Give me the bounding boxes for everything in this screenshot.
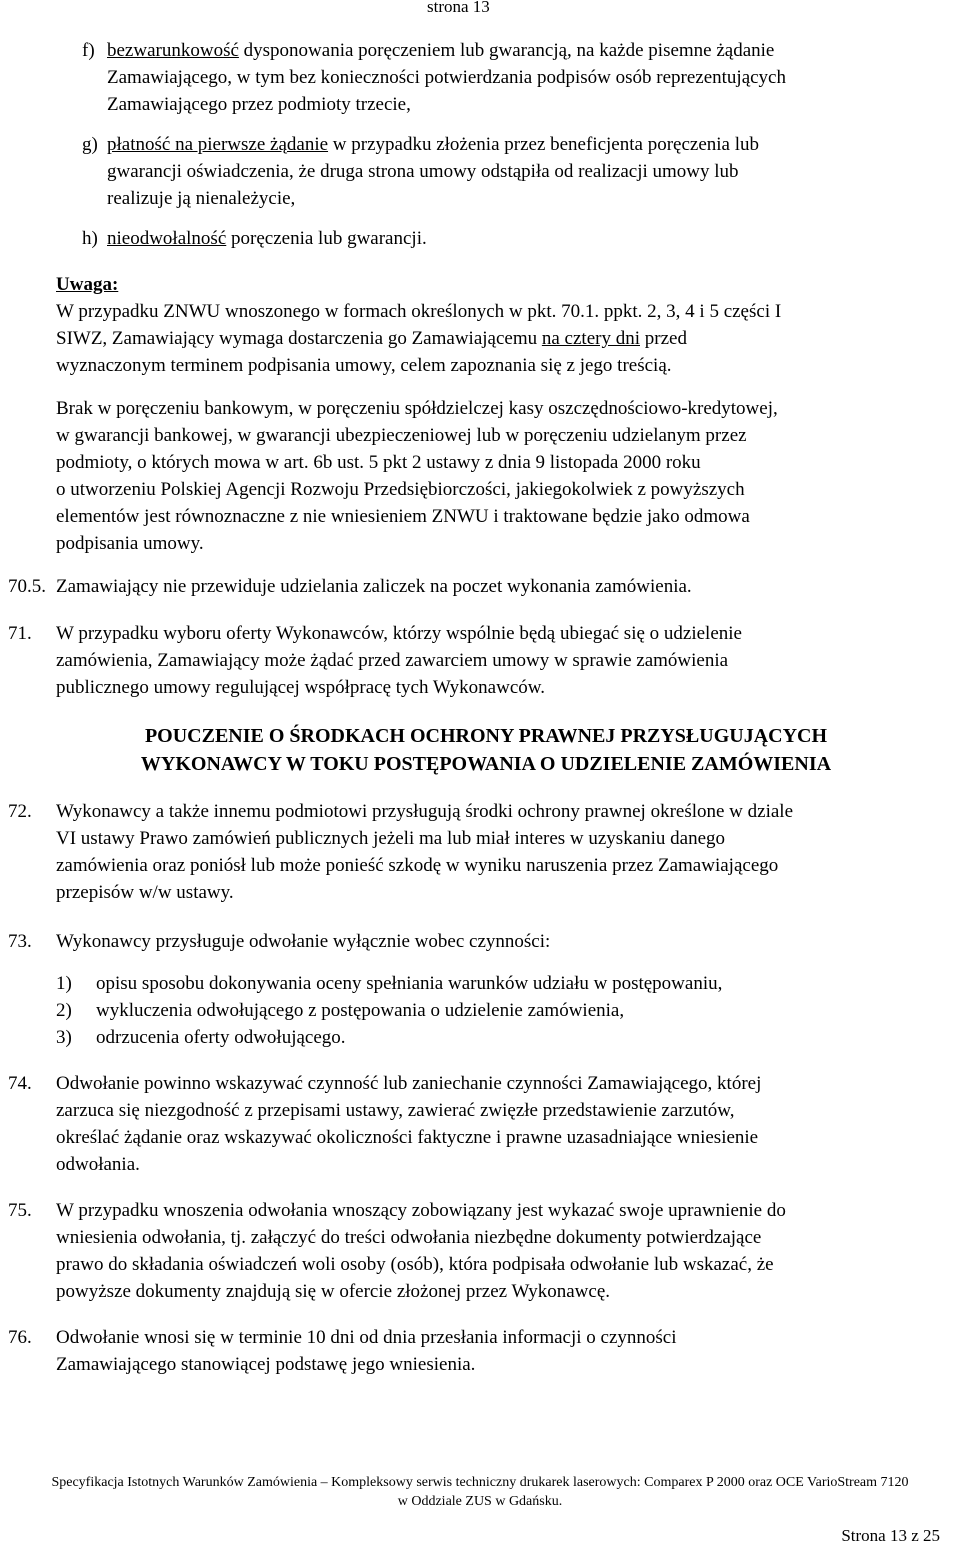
brak-line5: elementów jest równoznaczne z nie wniesieniem ZNWU i traktowane będzie jako odmowa (56, 506, 750, 527)
section-74-line2: zarzuca się niezgodność z przepisami ustawy, zawierać zwięzłe przedstawienie zarzutów, (56, 1100, 735, 1121)
section-number-70-5: 70.5. (8, 576, 46, 597)
section-74-line4: odwołania. (56, 1154, 140, 1175)
item-g-line1 (107, 131, 759, 158)
section-number-71: 71. (8, 623, 32, 644)
item-g-line2: gwarancji oświadczenia, że druga strona umowy odstąpiła od realizacji umowy lub (107, 161, 739, 182)
section-71-line2: zamówienia, Zamawiający może żądać przed zawarciem umowy w sprawie zamówienia (56, 650, 729, 671)
section-number-74: 74. (8, 1073, 32, 1094)
heading-line2: WYKONAWCY W TOKU POSTĘPOWANIA O UDZIELENIE ZAMÓWIENIA (140, 753, 832, 775)
section-71-line3: publicznego umowy regulującej współpracę tych Wykonawców. (56, 677, 546, 698)
section-70-5-text: Zamawiający nie przewiduje udzielania zaliczek na poczet wykonania zamówienia. (56, 576, 692, 597)
uwaga-line2 (56, 325, 687, 352)
list-item-number: 1) (56, 973, 72, 994)
section-72-line1: Wykonawcy a także innemu podmiotowi przysługują środki ochrony prawnej określone w dziale (56, 801, 794, 822)
section-75-line2: wniesienia odwołania, tj. załączyć do treści odwołania niezbędne dokumenty potwierdzające (56, 1227, 762, 1248)
footer-line2: w Oddziale ZUS w Gdańsku. (397, 1494, 563, 1509)
section-heading (56, 722, 916, 778)
item-h-term: nieodwołalność (107, 228, 227, 249)
item-g-marker: g) (82, 134, 98, 155)
brak-line1: Brak w poręczeniu bankowym, w poręczeniu spółdzielczej kasy oszczędnościowo-kredytowej, (56, 398, 778, 419)
section-75-line1: W przypadku wnoszenia odwołania wnoszący zobowiązany jest wykazać swoje uprawnienie do (56, 1200, 786, 1221)
footer-page-number: Strona 13 z 25 (841, 1526, 940, 1545)
item-g-term: płatność na pierwsze żądanie (107, 134, 329, 155)
section-72-line2: VI ustawy Prawo zamówień publicznych jeżeli ma lub miał interes w uzyskaniu danego (56, 828, 726, 849)
uwaga-line3: wyznaczonym terminem podpisania umowy, celem zapoznania się z jego treścią. (56, 355, 672, 376)
uwaga-deadline: na cztery dni (541, 328, 640, 349)
uwaga-line2-end: przed (640, 328, 687, 349)
section-74-line3: określać żądanie oraz wskazywać okoliczności faktyczne i prawne uzasadniające wniesienie (56, 1127, 759, 1148)
brak-line2: w gwarancji bankowej, w gwarancji ubezpieczeniowej lub w poręczeniu udzielanym przez (56, 425, 747, 446)
section-75-line3: prawo do składania oświadczeń woli osoby (osób), która podpisała odwołanie lub wskazać, że (56, 1254, 774, 1275)
page-footer (0, 1473, 960, 1511)
list-item-text: odrzucenia oferty odwołującego. (96, 1027, 346, 1048)
uwaga-label: Uwaga: (56, 274, 119, 295)
list-item-text: wykluczenia odwołującego z postępowania o udzielenie zamówienia, (96, 1000, 625, 1021)
section-72-line4: przepisów w/w ustawy. (56, 882, 234, 903)
item-f-marker: f) (82, 40, 95, 61)
item-f-rest: dysponowania poręczeniem lub gwarancją, na każde pisemne żądanie (238, 40, 775, 61)
list-item-number: 3) (56, 1027, 72, 1048)
uwaga-line2-start: SIWZ, Zamawiający wymaga dostarczenia go Zamawiającemu (56, 328, 542, 349)
item-h-line1 (107, 225, 427, 252)
section-number-75: 75. (8, 1200, 32, 1221)
section-73-line1: Wykonawcy przysługuje odwołanie wyłącznie wobec czynności: (56, 931, 551, 952)
section-71-line1: W przypadku wyboru oferty Wykonawców, którzy wspólnie będą ubiegać się o udzielenie (56, 623, 742, 644)
section-76-line1: Odwołanie wnosi się w terminie 10 dni od dnia przesłania informacji o czynności (56, 1327, 677, 1348)
section-72-line3: zamówienia oraz poniósł lub może ponieść szkodę w wyniku naruszenia przez Zamawiającego (56, 855, 779, 876)
section-75-line4: powyższe dokumenty znajdują się w ofercie złożonej przez Wykonawcę. (56, 1281, 611, 1302)
section-76-line2: Zamawiającego stanowiącej podstawę jego wniesienia. (56, 1354, 476, 1375)
brak-line3: podmioty, o których mowa w art. 6b ust. 5 pkt 2 ustawy z dnia 9 listopada 2000 roku (56, 452, 701, 473)
section-74-line1: Odwołanie powinno wskazywać czynność lub zaniechanie czynności Zamawiającego, której (56, 1073, 762, 1094)
footer-line1: Specyfikacja Istotnych Warunków Zamówienia – Kompleksowy serwis techniczny drukarek laserowych: Comparex P 2000 oraz OCE VarioStream 7120 (51, 1475, 909, 1490)
item-f-line1 (107, 37, 774, 64)
section-number-73: 73. (8, 931, 32, 952)
uwaga-line1: W przypadku ZNWU wnoszonego w formach określonych w pkt. 70.1. ppkt. 2, 3, 4 i 5 części I (56, 301, 782, 322)
brak-line6: podpisania umowy. (56, 533, 204, 554)
page-header-label: strona 13 (427, 0, 490, 16)
brak-line4: o utworzeniu Polskiej Agencji Rozwoju Przedsiębiorczości, jakiegokolwiek z powyższych (56, 479, 745, 500)
item-f-line2: Zamawiającego, w tym bez konieczności potwierdzania podpisów osób reprezentujących (107, 67, 786, 88)
heading-line1: POUCZENIE O ŚRODKACH OCHRONY PRAWNEJ PRZYSŁUGUJĄCYCH (144, 725, 828, 747)
item-f-term: bezwarunkowość (107, 40, 239, 61)
item-f-line3: Zamawiającego przez podmioty trzecie, (107, 94, 411, 115)
section-number-72: 72. (8, 801, 32, 822)
item-g-rest: w przypadku złożenia przez beneficjenta poręczenia lub (328, 134, 760, 155)
list-item-number: 2) (56, 1000, 72, 1021)
item-h-rest: poręczenia lub gwarancji. (226, 228, 427, 249)
list-item-text: opisu sposobu dokonywania oceny spełniania warunków udziału w postępowaniu, (96, 973, 723, 994)
item-h-marker: h) (82, 228, 98, 249)
item-g-line3: realizuje ją nienależycie, (107, 188, 296, 209)
section-number-76: 76. (8, 1327, 32, 1348)
